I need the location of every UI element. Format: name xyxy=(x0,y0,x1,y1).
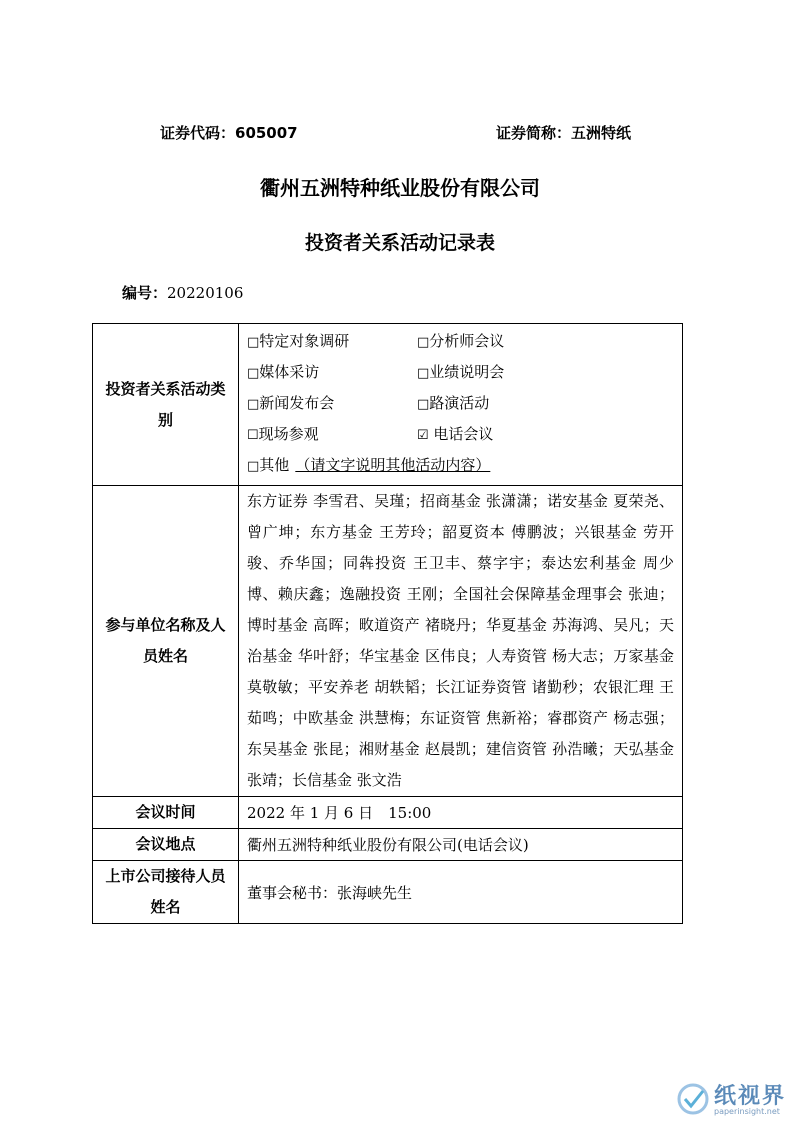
reception-label: 上市公司接待人员姓名 xyxy=(93,861,239,924)
option-press-conference: □新闻发布会 xyxy=(247,394,335,412)
meeting-place-label: 会议地点 xyxy=(93,829,239,861)
serial-label: 编号： xyxy=(122,284,168,302)
reception-value: 董事会秘书：张海峡先生 xyxy=(239,861,683,924)
watermark-name: 纸视界 xyxy=(714,1083,787,1109)
watermark xyxy=(676,1077,786,1125)
option-conference-call: ☑ 电话会议 xyxy=(417,425,494,443)
checkbox-icon: □ xyxy=(247,335,260,350)
option-site-visit: ☐现场参观 xyxy=(247,425,319,443)
record-table xyxy=(92,323,683,924)
participants-label: 参与单位名称及人员姓名 xyxy=(93,486,239,797)
checkbox-icon: □ xyxy=(417,366,430,381)
stock-code: 证券代码：605007 xyxy=(160,124,298,142)
option-other: □其他 （请文字说明其他活动内容） xyxy=(247,456,491,474)
company-title: 衢州五洲特种纸业股份有限公司 xyxy=(260,176,540,200)
serial-value: 20220106 xyxy=(167,284,244,302)
meeting-place-value: 衢州五洲特种纸业股份有限公司(电话会议) xyxy=(239,829,683,861)
checkbox-icon: ☐ xyxy=(247,428,259,443)
participants-row xyxy=(93,486,683,797)
meeting-place-row xyxy=(93,829,683,861)
checkbox-icon: □ xyxy=(247,397,260,412)
checkbox-icon: □ xyxy=(417,397,430,412)
checked-checkbox-icon: ☑ xyxy=(417,428,429,443)
watermark-logo-icon xyxy=(676,1081,710,1121)
checkbox-icon: □ xyxy=(247,366,260,381)
option-specific-research: □特定对象调研 xyxy=(247,332,350,350)
meeting-time-row xyxy=(93,797,683,829)
option-roadshow: □路演活动 xyxy=(417,394,490,412)
activity-type-options xyxy=(239,324,683,486)
checkbox-icon: □ xyxy=(417,335,430,350)
reception-row xyxy=(93,861,683,924)
activity-type-label: 投资者关系活动类别 xyxy=(93,324,239,486)
checkbox-icon: □ xyxy=(247,459,260,474)
meeting-time-label: 会议时间 xyxy=(93,797,239,829)
option-media-interview: □媒体采访 xyxy=(247,363,320,381)
option-earnings-briefing: □业绩说明会 xyxy=(417,363,505,381)
document-title: 投资者关系活动记录表 xyxy=(304,232,495,254)
stock-name: 证券简称：五洲特纸 xyxy=(496,124,632,142)
activity-type-row xyxy=(93,324,683,486)
serial-number xyxy=(122,282,243,303)
watermark-url: paperinsight.net xyxy=(714,1107,780,1116)
option-analyst-meeting: □分析师会议 xyxy=(417,332,505,350)
participants-list: 东方证券 李雪君、吴瑾；招商基金 张潇潇；诺安基金 夏荣尧、曾广坤；东方基金 王芳玲；韶夏资本 傅鹏波；兴银基金 劳开骏、乔华国；同犇投资 王卫丰、蔡字宇；泰达宏利基金 周少博、赖庆鑫；逸融投资 王刚；全国社会保障基金理事会 张迪；博时基金 高晖；畋道资产 褚晓丹；华夏基金 苏海鸿、吴凡；天治基金 华叶舒；华宝基金 区伟良；人寿资管 杨大志；万家基金 莫敬敏；平安养老 胡轶韬；长江证券资管 诸勤秒；农银汇理 王茹鸣；中欧基金 洪慧梅；东证资管 焦新裕；睿郡资产 杨志强；东吴基金 张昆；湘财基金 赵晨凯；建信资管 孙浩曦；天弘基金 张靖；长信基金 张文浩 xyxy=(239,486,683,797)
meeting-time-value: 2022 年 1 月 6 日 15:00 xyxy=(239,797,683,829)
other-description: （请文字说明其他活动内容） xyxy=(295,456,491,474)
